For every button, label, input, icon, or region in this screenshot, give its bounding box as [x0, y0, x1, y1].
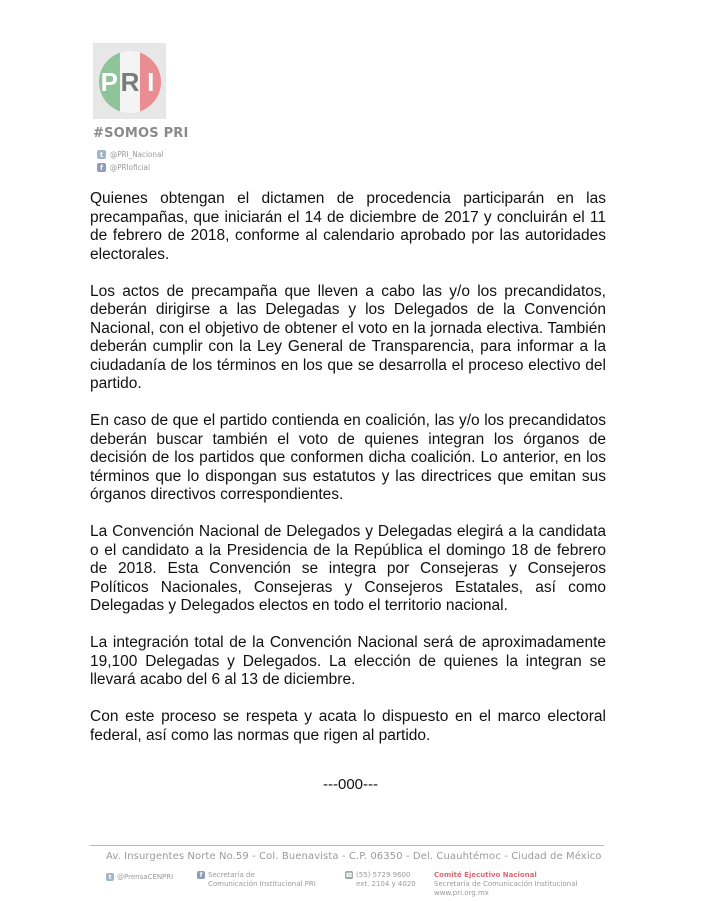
pri-logo-emblem — [99, 51, 161, 113]
logo-letter-r: R — [120, 51, 141, 113]
footer-org-web: www.pri.org.mx — [434, 889, 489, 897]
footer-org-title: Comité Ejecutivo Nacional — [434, 871, 537, 879]
social-twitter — [97, 150, 163, 159]
footer-twitter-handle: @PrensaCENPRI — [117, 873, 174, 881]
closing-mark: ---000--- — [323, 776, 378, 793]
paragraph: En caso de que el partido contienda en coalición, las y/o los precandidatos deberán buscar también el voto de quienes integran los órganos de decisión de los partidos que conformen dicha coalición. Lo anterior, en los términos que lo dispongan sus estatutos y las directrices que emitan sus órganos directivos correspondientes. — [90, 412, 606, 503]
footer-phone-line2: ext. 2104 y 4020 — [356, 880, 416, 888]
twitter-handle: @PRI_Nacional — [110, 150, 164, 159]
hashtag-label: #SOMOS PRI — [93, 126, 189, 141]
logo-letter-i: I — [140, 51, 161, 113]
paragraph: Los actos de precampaña que lleven a cabo las y/o los precandidatos, deberán dirigirse a las Delegadas y los Delegados de la Convención Nacional, con el objetivo de obtener el voto en la jornada electiva. También deberán cumplir con la Ley General de Transparencia, para informar a la ciudadanía de los términos en los que se desarrolla el proceso electivo del partido. — [90, 282, 606, 392]
paragraph: La Convención Nacional de Delegados y Delegadas elegirá a la candidata o el candidato a la Presidencia de la República el domingo 18 de febrero de 2018. Esta Convención se integra por Consejeras y Consejeros Políticos Nacionales, Consejeras y Consejeros Estatales, así como Delegadas y Delegados electos en todo el territorio nacional. — [90, 523, 606, 614]
twitter-icon: t — [106, 873, 114, 881]
footer-address: Av. Insurgentes Norte No.59 - Col. Buenavista - C.P. 06350 - Del. Cuauhtémoc - Ciudad de México — [106, 851, 602, 862]
paragraph: Quienes obtengan el dictamen de procedencia participarán en las precampañas, que iniciarán el 14 de diciembre de 2017 y concluirán el 11 de febrero de 2018, conforme al calendario aprobado por las autoridades electorales. — [90, 190, 606, 263]
paragraph: La integración total de la Convención Nacional será de aproximadamente 19,100 Delegadas y Delegados. La elección de quienes la integran se llevará acabo del 6 al 13 de diciembre. — [90, 634, 606, 688]
social-facebook — [97, 163, 150, 172]
facebook-handle: @PRIoficial — [110, 163, 150, 172]
footer-phone-line1: (55) 5729 9600 — [356, 871, 411, 879]
footer-twitter — [106, 873, 173, 882]
footer-facebook-line2: Comunicación Institucional PRI — [208, 880, 316, 888]
facebook-icon: f — [197, 871, 205, 879]
footer-org-line2: Secretaría de Comunicación Institucional — [434, 880, 578, 888]
facebook-icon: f — [97, 163, 106, 172]
phone-icon: ☎ — [345, 871, 353, 879]
footer-divider — [90, 845, 604, 846]
paragraph: Con este proceso se respeta y acata lo dispuesto en el marco electoral federal, así como las normas que rigen al partido. — [90, 708, 606, 744]
footer-organization — [434, 871, 577, 898]
footer-facebook-line1: Secretaría de — [208, 871, 255, 879]
press-release-body — [90, 190, 606, 764]
logo-letter-p: P — [99, 51, 120, 113]
footer-facebook — [197, 871, 316, 889]
pri-logo — [93, 43, 166, 119]
footer-phone — [345, 871, 416, 889]
twitter-icon: t — [97, 150, 106, 159]
